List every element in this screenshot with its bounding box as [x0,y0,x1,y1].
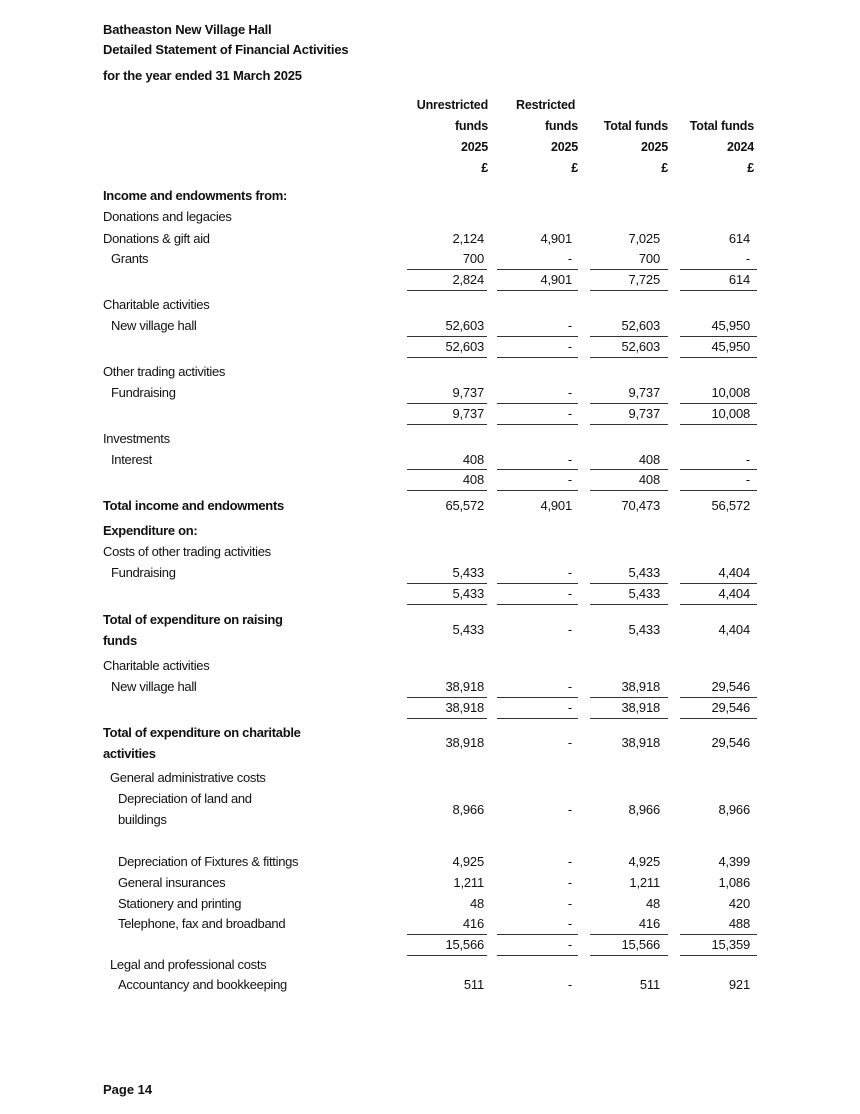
value-total-2024: - [745,452,750,467]
value-total-2024: - [745,472,750,487]
value-restricted: - [567,875,572,890]
row-label: Stationery and printing [118,896,242,911]
value-total-2024: 29,546 [711,679,750,694]
value-total-2025: 8,966 [628,802,660,817]
subtotal-rule [497,336,578,337]
investments-heading: Investments [103,431,170,446]
value-total-2024: 4,399 [718,854,750,869]
value-restricted: - [567,406,572,421]
value-restricted: - [567,802,572,817]
table-row-telephone [0,916,860,936]
value-restricted: 4,901 [540,231,572,246]
income-heading: Income and endowments from: [103,188,288,203]
value-total-2025: 408 [638,472,660,487]
value-unrestricted: 1,211 [453,875,484,890]
row-label-line1: Total of expenditure on charitable [103,725,301,740]
value-total-2025: 38,918 [621,679,660,694]
subtotal-rule [407,336,487,337]
subtotal-rule [680,357,757,358]
value-total-2024: 10,008 [711,385,750,400]
value-unrestricted: 4,925 [452,854,484,869]
col4-line3: 2024 [726,140,754,154]
value-unrestricted: 52,603 [445,339,484,354]
value-total-2025: 5,433 [628,586,660,601]
subtotal-rule [497,604,578,605]
row-label: Total income and endowments [103,498,284,513]
value-total-2024: 10,008 [711,406,750,421]
table-row-donations-gift-aid [0,231,860,251]
col4-line2: Total funds [689,119,754,133]
subtotal-rule [590,955,668,956]
col4-currency: £ [747,161,754,175]
value-total-2025: 38,918 [621,700,660,715]
row-label-line1: Total of expenditure on raising [103,612,283,627]
row-label: Fundraising [111,385,176,400]
costs-trading-heading: Costs of other trading activities [103,544,271,559]
value-restricted: - [567,622,572,637]
value-restricted: - [567,586,572,601]
value-total-2024: 488 [728,916,750,931]
row-label-line2: buildings [118,812,167,827]
row-label: General insurances [118,875,226,890]
table-row-depreciation-fixtures [0,854,860,874]
value-unrestricted: 5,433 [452,565,484,580]
subtotal-rule [680,934,757,935]
value-total-2025: 408 [638,452,660,467]
value-total-2024: 4,404 [718,565,750,580]
value-unrestricted: 408 [462,452,484,467]
value-total-2024: 8,966 [718,802,750,817]
subtotal-rule [497,718,578,719]
subtotal-rule [497,424,578,425]
subtotal-rule [497,469,578,470]
value-unrestricted: 511 [463,977,484,992]
value-total-2025: 48 [645,896,660,911]
value-restricted: - [567,251,572,266]
subtotal-rule [680,490,757,491]
value-total-2024: 921 [728,977,750,992]
subtotal-rule [680,604,757,605]
subtotal-rule [497,697,578,698]
col3-line3: 2025 [640,140,668,154]
value-unrestricted: 38,918 [445,735,484,750]
value-restricted: - [567,896,572,911]
subtotal-rule [680,424,757,425]
table-row-donations-subtotal [0,272,860,292]
table-row-fundraising-cost [0,565,860,585]
value-restricted: 4,901 [540,272,572,287]
value-total-2024: 614 [728,272,750,287]
value-restricted: - [567,700,572,715]
value-unrestricted: 38,918 [445,679,484,694]
table-row-fundraising-subtotal [0,586,860,606]
value-total-2024: 29,546 [711,735,750,750]
value-total-2024: 4,404 [718,586,750,601]
value-unrestricted: 2,124 [452,231,484,246]
table-row-new-village-hall-exp [0,679,860,699]
table-row-stationery [0,896,860,916]
statement-period: for the year ended 31 March 2025 [103,68,302,83]
donations-heading: Donations and legacies [103,209,232,224]
value-restricted: - [567,318,572,333]
row-label: New village hall [111,679,197,694]
value-restricted: - [567,854,572,869]
value-total-2025: 7,025 [628,231,660,246]
subtotal-rule [590,424,668,425]
subtotal-rule [407,490,487,491]
col1-line3: 2025 [460,140,488,154]
table-row-total-charitable [0,725,860,767]
subtotal-rule [680,583,757,584]
value-unrestricted: 65,572 [445,498,484,513]
col2-line3: 2025 [550,140,578,154]
col2-line2: funds [544,119,578,133]
row-label: Accountancy and bookkeeping [118,977,287,992]
value-total-2025: 1,211 [629,875,660,890]
value-unrestricted: 5,433 [452,622,484,637]
subtotal-rule [407,357,487,358]
subtotal-rule [680,290,757,291]
subtotal-rule [680,697,757,698]
expenditure-heading: Expenditure on: [103,523,198,538]
value-restricted: - [567,385,572,400]
row-label: Telephone, fax and broadband [118,916,286,931]
subtotal-rule [497,357,578,358]
row-label: Interest [111,452,152,467]
value-restricted: - [567,977,572,992]
row-label: Donations & gift aid [103,231,210,246]
value-unrestricted: 38,918 [445,700,484,715]
value-total-2025: 5,433 [628,622,660,637]
value-total-2024: 45,950 [711,339,750,354]
row-label: Fundraising [111,565,176,580]
row-label-line2: activities [103,746,156,761]
subtotal-rule [407,718,487,719]
value-total-2025: 15,566 [621,937,660,952]
table-row-admin-subtotal [0,937,860,957]
row-label: Depreciation of Fixtures & fittings [118,854,299,869]
subtotal-rule [407,403,487,404]
statement-title: Detailed Statement of Financial Activities [103,42,349,57]
value-total-2025: 9,737 [628,406,660,421]
subtotal-rule [407,934,487,935]
col3-currency: £ [661,161,668,175]
subtotal-rule [590,604,668,605]
value-restricted: - [567,679,572,694]
table-row-investments-subtotal [0,472,860,492]
subtotal-rule [497,955,578,956]
table-row-total-income [0,498,860,518]
subtotal-rule [680,469,757,470]
row-label: New village hall [111,318,197,333]
subtotal-rule [497,934,578,935]
value-total-2025: 7,725 [628,272,660,287]
value-restricted: - [567,339,572,354]
subtotal-rule [407,290,487,291]
value-unrestricted: 700 [462,251,484,266]
table-row-charitable-subtotal [0,339,860,359]
subtotal-rule [590,718,668,719]
table-row-new-village-hall-income [0,318,860,338]
value-unrestricted: 408 [462,472,484,487]
value-restricted: - [567,937,572,952]
value-total-2025: 52,603 [621,339,660,354]
charitable-exp-heading: Charitable activities [103,658,210,673]
value-total-2025: 70,473 [621,498,660,513]
subtotal-rule [590,934,668,935]
subtotal-rule [590,357,668,358]
value-unrestricted: 5,433 [452,586,484,601]
page-number: Page 14 [103,1082,153,1097]
table-row-accountancy [0,977,860,997]
value-unrestricted: 52,603 [445,318,484,333]
subtotal-rule [497,403,578,404]
col3-line2: Total funds [603,119,668,133]
subtotal-rule [590,697,668,698]
legal-heading: Legal and professional costs [110,957,267,972]
value-unrestricted: 8,966 [452,802,484,817]
subtotal-rule [497,583,578,584]
row-label: Grants [111,251,149,266]
table-row-depreciation-land [0,791,860,833]
subtotal-rule [407,955,487,956]
subtotal-rule [407,604,487,605]
value-total-2024: 15,359 [711,937,750,952]
value-total-2025: 38,918 [621,735,660,750]
value-total-2024: - [745,251,750,266]
value-total-2025: 9,737 [628,385,660,400]
table-row-fundraising-income [0,385,860,405]
subtotal-rule [407,583,487,584]
subtotal-rule [407,424,487,425]
value-total-2024: 45,950 [711,318,750,333]
col1-line2: funds [454,119,488,133]
value-total-2024: 420 [728,896,750,911]
col1-line1: Unrestricted [416,98,488,112]
value-unrestricted: 15,566 [445,937,484,952]
row-label-line1: Depreciation of land and [118,791,252,806]
table-row-charitable-exp-subtotal [0,700,860,720]
col2-currency: £ [571,161,578,175]
value-total-2025: 511 [639,977,660,992]
other-trading-heading: Other trading activities [103,364,226,379]
subtotal-rule [680,718,757,719]
subtotal-rule [590,403,668,404]
subtotal-rule [407,269,487,270]
value-total-2024: 4,404 [718,622,750,637]
value-total-2024: 614 [728,231,750,246]
value-total-2024: 29,546 [711,700,750,715]
subtotal-rule [680,269,757,270]
value-total-2025: 700 [638,251,660,266]
subtotal-rule [590,490,668,491]
value-unrestricted: 48 [469,896,484,911]
subtotal-rule [680,403,757,404]
col1-currency: £ [481,161,488,175]
subtotal-rule [590,336,668,337]
subtotal-rule [590,269,668,270]
organisation-name: Batheaston New Village Hall [103,22,272,37]
value-restricted: - [567,735,572,750]
subtotal-rule [590,290,668,291]
value-total-2025: 4,925 [628,854,660,869]
value-restricted: - [567,565,572,580]
subtotal-rule [680,955,757,956]
table-row-grants [0,251,860,271]
subtotal-rule [497,269,578,270]
value-total-2025: 5,433 [628,565,660,580]
subtotal-rule [407,469,487,470]
table-row-other-trading-subtotal [0,406,860,426]
value-total-2024: 56,572 [711,498,750,513]
table-row-total-raising-funds [0,612,860,654]
charitable-heading: Charitable activities [103,297,210,312]
subtotal-rule [590,583,668,584]
value-total-2024: 1,086 [718,875,750,890]
value-unrestricted: 9,737 [452,385,484,400]
subtotal-rule [407,697,487,698]
value-total-2025: 416 [638,916,660,931]
subtotal-rule [497,490,578,491]
col2-line1: Restricted [516,98,576,112]
value-unrestricted: 2,824 [452,272,484,287]
value-restricted: - [567,472,572,487]
value-total-2025: 52,603 [621,318,660,333]
value-restricted: - [567,452,572,467]
subtotal-rule [497,290,578,291]
value-restricted: 4,901 [540,498,572,513]
general-admin-heading: General administrative costs [110,770,266,785]
value-unrestricted: 416 [462,916,484,931]
value-unrestricted: 9,737 [452,406,484,421]
table-row-general-insurances [0,875,860,895]
row-label-line2: funds [103,633,137,648]
value-restricted: - [567,916,572,931]
subtotal-rule [680,336,757,337]
subtotal-rule [590,469,668,470]
